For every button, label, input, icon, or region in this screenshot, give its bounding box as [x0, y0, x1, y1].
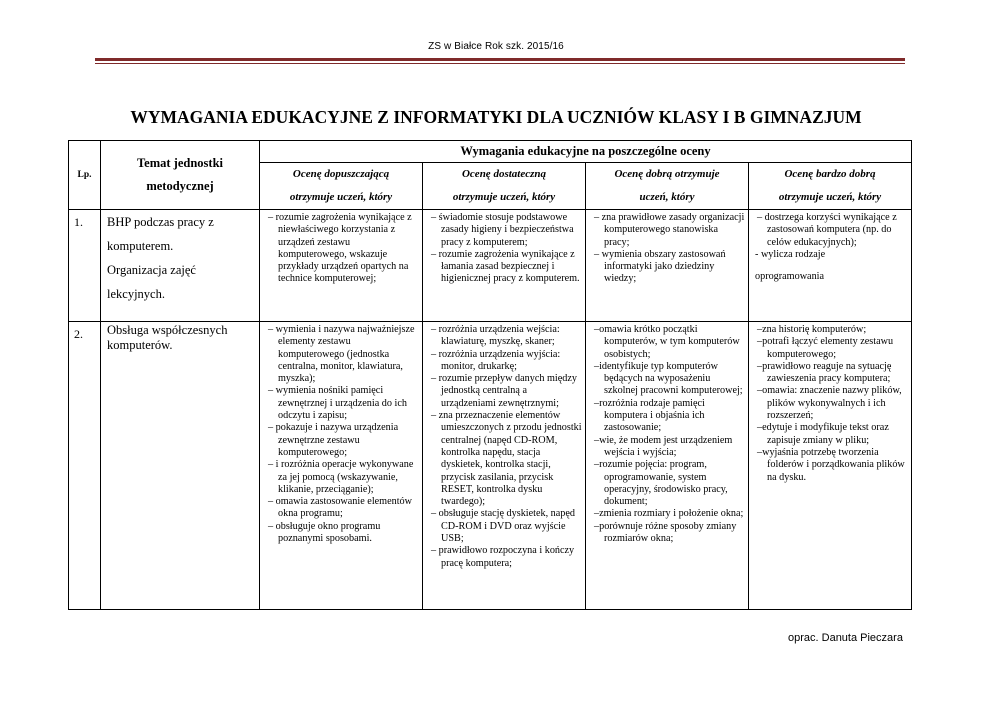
list-item: – zmienia rozmiary i położenie okna;	[592, 508, 745, 520]
cell-dostateczna	[423, 210, 586, 322]
list-item: – rozróżnia rodzaje pamięci komputera i objaśnia ich zastosowanie;	[592, 398, 745, 435]
grade-header-line: Ocenę dostateczną	[461, 168, 546, 180]
topic-header	[101, 141, 260, 210]
list-item: – porównuje różne sposoby zmiany rozmiarów okna;	[592, 521, 745, 546]
extra-line: - wylicza rodzaje	[755, 248, 826, 260]
list-item: – rozumie zagrożenia wynikające z łamania zasad bezpiecznej i higienicznej pracy z komputerem.	[429, 249, 582, 286]
cell-dopuszczajaca	[260, 210, 423, 322]
row-topic	[101, 322, 260, 610]
row-number: 2.	[69, 322, 101, 610]
document-header: ZS w Białce Rok szk. 2015/16	[428, 41, 564, 52]
list-item: – dostrzega korzyści wynikające z zastosowań komputera (np. do celów edukacyjnych);	[755, 212, 908, 249]
lp-header: Lp.	[69, 141, 101, 210]
list-item: – obsługuje stację dyskietek, napęd CD-ROM i DVD oraz wyjście USB;	[429, 508, 582, 545]
list-item: – zna przeznaczenie elementów umieszczonych z przodu jednostki centralnej (napęd CD-ROM, kontrolka napędu, stacja dyskietek, kontrolka stacji, przycisk zasilania, przycisk RESET, kontrolka dysku twardego);	[429, 410, 582, 508]
extra-line: oprogramowania	[755, 271, 825, 283]
list-item: – rozumie zagrożenia wynikające z niewłaściwego korzystania z urządzeń zestawu komputerowego, wskazuje przykłady urządzeń opartych na technice komputerowej;	[266, 212, 419, 286]
list-item: – wymienia obszary zastosowań informatyki jako dziedziny wiedzy;	[592, 249, 745, 286]
list-item: – pokazuje i nazywa urządzenia zewnętrzne zestawu komputerowego;	[266, 422, 419, 459]
author-footer: oprac. Danuta Pieczara	[788, 632, 903, 644]
grade-header-dopuszczajaca	[260, 163, 423, 210]
grade-header-line: uczeń, który	[639, 191, 695, 203]
row-topic	[101, 210, 260, 322]
grade-header-bardzo-dobra	[749, 163, 912, 210]
topic-header-line1: Temat jednostki	[136, 156, 223, 170]
list-item: – wymienia i nazywa najważniejsze elementy zestawu komputerowego (jednostka centralna, monitor, klawiatura, myszka);	[266, 324, 419, 385]
header-rule-thin	[95, 63, 905, 64]
table-row	[69, 210, 912, 322]
grade-header-line: otrzymuje uczeń, który	[452, 191, 556, 203]
grade-header-line: Ocenę dobrą otrzymuje	[614, 168, 720, 180]
list-item: – rozróżnia urządzenia wyjścia: monitor, drukarkę;	[429, 349, 582, 374]
topic-line: lekcyjnych.	[107, 287, 165, 301]
cell-dopuszczajaca	[260, 322, 423, 610]
list-item: – prawidłowo rozpoczyna i kończy pracę komputera;	[429, 545, 582, 570]
list-item: – potrafi łączyć elementy zestawu komputerowego;	[755, 336, 908, 361]
topic-line: komputerem.	[107, 239, 174, 253]
requirements-table	[68, 140, 912, 610]
cell-dobra	[586, 322, 749, 610]
row-number: 1.	[69, 210, 101, 322]
topic-line: komputerów.	[107, 338, 173, 352]
list-item: – zna prawidłowe zasady organizacji komputerowego stanowiska pracy;	[592, 212, 745, 249]
list-item: – wie, że modem jest urządzeniem wejścia i wyjścia;	[592, 435, 745, 460]
list-item: – rozumie pojęcia: program, oprogramowanie, system operacyjny, środowisko pracy, dokument;	[592, 459, 745, 508]
cell-dobra	[586, 210, 749, 322]
list-item: – zna historię komputerów;	[755, 324, 908, 336]
cell-bardzo-dobra	[749, 210, 912, 322]
cell-bardzo-dobra	[749, 322, 912, 610]
page-title: WYMAGANIA EDUKACYJNE Z INFORMATYKI DLA UCZNIÓW KLASY I B GIMNAZJUM	[130, 107, 862, 127]
topic-line: Organizacja zajęć	[107, 263, 196, 277]
cell-dostateczna	[423, 322, 586, 610]
grade-header-line: Ocenę dopuszczającą	[292, 168, 390, 180]
grades-group-header: Wymagania edukacyjne na poszczególne oceny	[260, 141, 912, 163]
grade-header-line: otrzymuje uczeń, który	[778, 191, 882, 203]
list-item: – wymienia nośniki pamięci zewnętrznej i urządzenia do ich odczytu i zapisu;	[266, 385, 419, 422]
list-item: – edytuje i modyfikuje tekst oraz zapisuje zmiany w pliku;	[755, 422, 908, 447]
list-item: – rozumie przepływ danych między jednostką centralną a urządzeniami zewnętrznymi;	[429, 373, 582, 410]
grade-header-dostateczna	[423, 163, 586, 210]
header-rule-thick	[95, 58, 905, 61]
topic-header-line2: metodycznej	[146, 179, 214, 193]
grade-header-line: Ocenę bardzo dobrą	[784, 168, 876, 180]
list-item: – identyfikuje typ komputerów będących na wyposażeniu szkolnej pracowni komputerowej;	[592, 361, 745, 398]
grade-header-line: otrzymuje uczeń, który	[289, 191, 393, 203]
table-row	[69, 322, 912, 610]
list-item: – świadomie stosuje podstawowe zasady higieny i bezpieczeństwa pracy z komputerem;	[429, 212, 582, 249]
grade-header-dobra	[586, 163, 749, 210]
topic-line: BHP podczas pracy z	[107, 215, 214, 229]
topic-line: Obsługa współczesnych	[107, 323, 228, 337]
list-item: – omawia zastosowanie elementów okna programu;	[266, 496, 419, 521]
list-item: – prawidłowo reaguje na sytuację zawieszenia pracy komputera;	[755, 361, 908, 386]
list-item: – i rozróżnia operacje wykonywane za jej pomocą (wskazywanie, klikanie, przeciąganie);	[266, 459, 419, 496]
list-item: – omawia krótko początki komputerów, w tym komputerów osobistych;	[592, 324, 745, 361]
list-item: – obsługuje okno programu poznanymi sposobami.	[266, 521, 419, 546]
list-item: – omawia: znaczenie nazwy plików, plików wykonywalnych i ich rozszerzeń;	[755, 385, 908, 422]
list-item: – wyjaśnia potrzebę tworzenia folderów i porządkowania plików na dysku.	[755, 447, 908, 484]
list-item: – rozróżnia urządzenia wejścia: klawiaturę, myszkę, skaner;	[429, 324, 582, 349]
